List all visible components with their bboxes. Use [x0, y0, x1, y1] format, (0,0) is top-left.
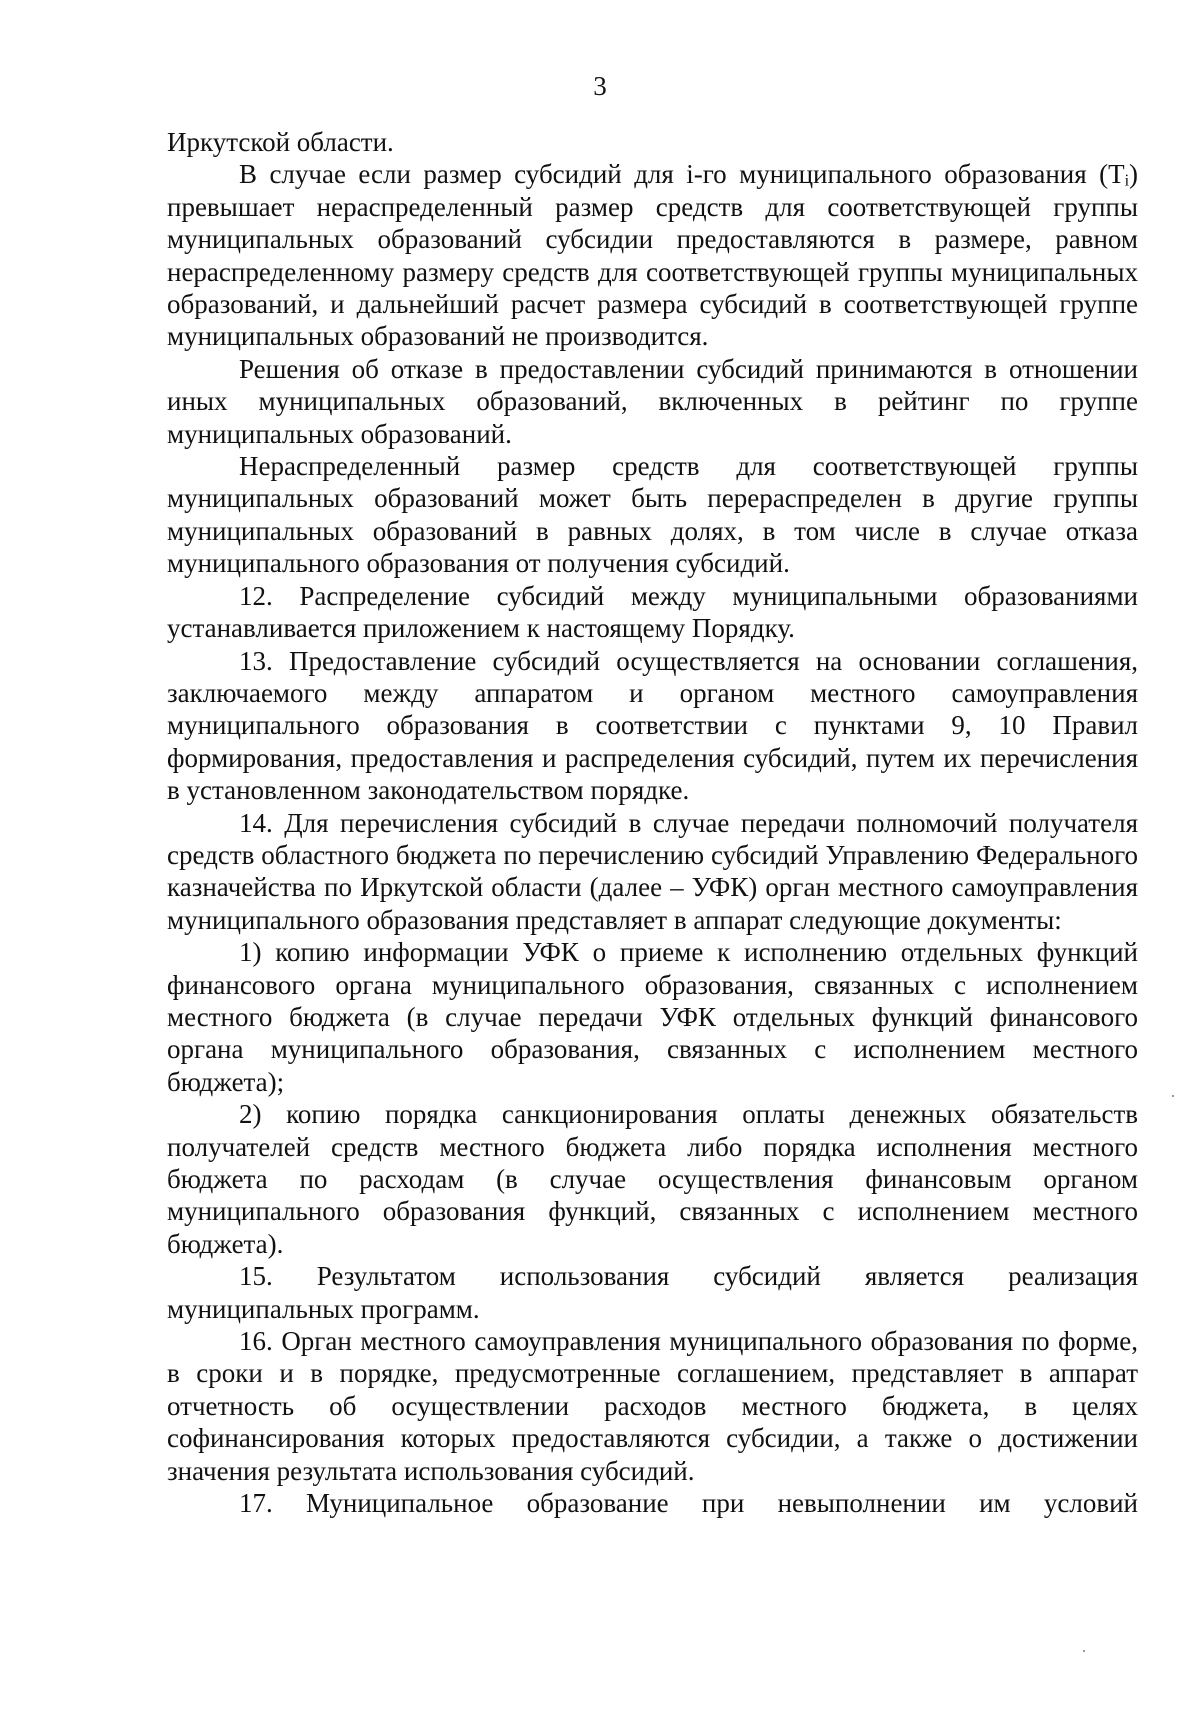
- paragraph-item-14-sub-2: 2) копию порядка санкционирования оплаты денежных обязательств получателей средств местного бюджета либо порядка исполнения местного бюджета по расходам (в случае осуществления финансовым органом муниципального образования функций, связанных с исполнением местного бюджета).: [167, 1099, 1138, 1259]
- paragraph-refusal-decisions: Решения об отказе в предоставлении субсидий принимаются в отношении иных муниципальных образований, включенных в рейтинг по группе муниципальных образований.: [167, 353, 1138, 449]
- paragraph-item-16: 16. Орган местного самоуправления муниципального образования по форме, в сроки и в порядке, предусмотренные соглашением, представляет в аппарат отчетность об осуществлении расходов местного бюджета, в целях софинансирования которых предоставляются субсидии, а также о достижении значения результата использования субсидий.: [167, 1326, 1138, 1486]
- paragraph-item-12: 12. Распределение субсидий между муниципальными образованиями устанавливается приложением к настоящему Порядку.: [167, 580, 1138, 644]
- paragraph-subsidy-excess: В случае если размер субсидий для i-го муниципального образования (Tᵢ) превышает нераспределенный размер средств для соответствующей группы муниципальных образований субсидии предоставляются в размере, равном нераспределенному размеру средств для соответствующей группы муниципальных образований, и дальнейший расчет размера субсидий в соответствующей группе муниципальных образований не производится.: [167, 159, 1138, 352]
- paragraph-item-14: 14. Для перечисления субсидий в случае передачи полномочий получателя средств областного бюджета по перечислению субсидий Управлению Федерального казначейства по Иркутской области (далее – УФК) орган местного самоуправления муниципального образования представляет в аппарат следующие документы:: [167, 807, 1138, 935]
- paragraph-redistribution: Нераспределенный размер средств для соответствующей группы муниципальных образований может быть перераспределен в другие группы муниципальных образований в равных долях, в том числе в случае отказа муниципального образования от получения субсидий.: [167, 451, 1138, 579]
- paragraph-continuation: Иркутской области.: [167, 127, 394, 157]
- scan-speck: [1083, 1650, 1085, 1652]
- paragraph-item-13: 13. Предоставление субсидий осуществляется на основании соглашения, заключаемого между аппаратом и органом местного самоуправления муниципального образования в соответствии с пунктами 9, 10 Правил формирования, предоставления и распределения субсидий, путем их перечисления в установленном законодательством порядке.: [167, 645, 1138, 806]
- page-number: 3: [593, 71, 607, 101]
- document-body: [167, 126, 1138, 1519]
- scan-speck: [1172, 1095, 1174, 1097]
- paragraph-item-14-sub-1: 1) копию информации УФК о приеме к исполнению отдельных функций финансового органа муниципального образования, связанных с исполнением местного бюджета (в случае передачи УФК отдельных функций финансового органа муниципального образования, связанных с исполнением местного бюджета);: [167, 937, 1138, 1097]
- paragraph-item-15: 15. Результатом использования субсидий является реализация муниципальных программ.: [167, 1261, 1138, 1324]
- paragraph-item-17: 17. Муниципальное образование при невыполнении им условий: [239, 1488, 1138, 1519]
